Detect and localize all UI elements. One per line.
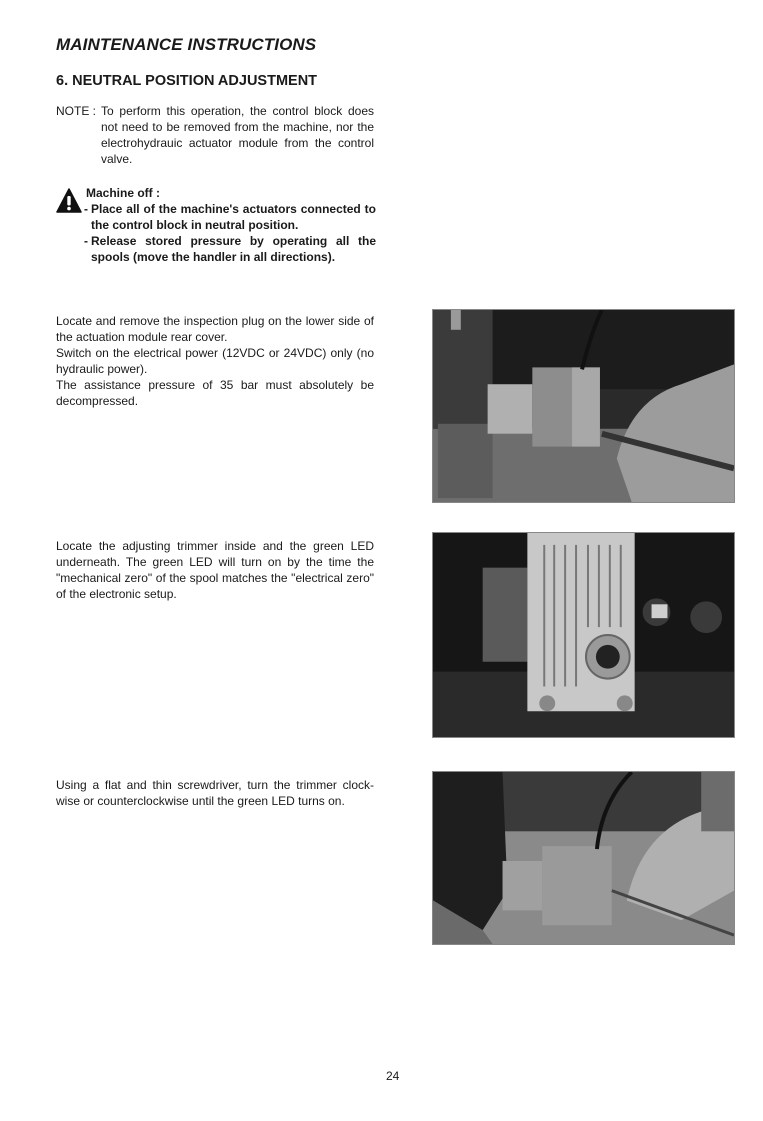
document-title: MAINTENANCE INSTRUCTIONS <box>56 35 317 54</box>
warning-triangle-icon <box>56 188 82 214</box>
warning-item <box>84 233 376 265</box>
note-block <box>56 103 374 167</box>
step-paragraph: Locate and remove the inspection plug on the lower side of the actuation module rear cover. <box>56 314 374 344</box>
photo-adjusting-trimmer <box>432 532 735 738</box>
bullet-dash: - <box>84 234 88 248</box>
step-paragraph: Switch on the electrical power (12VDC or 24VDC) only (no hydraulic power). <box>56 346 374 376</box>
warning-item-text: Place all of the machine's actuators connected to the control block in neutral position. <box>91 202 376 232</box>
page-number: 24 <box>386 1069 400 1083</box>
warning-block <box>56 185 376 265</box>
step-2-text <box>56 538 374 602</box>
step-1-text <box>56 313 374 409</box>
step-paragraph: Locate the adjusting trimmer inside and the green LED underneath. The green LED will turn on by the time the "mechanical zero" of the spool matches the "electrical zero" of the electronic setup. <box>56 539 374 601</box>
photo-remove-inspection-plug <box>432 309 735 503</box>
warning-heading: Machine off : <box>86 186 160 200</box>
note-label: NOTE : <box>56 104 97 118</box>
bullet-dash: - <box>84 202 88 216</box>
step-3-text <box>56 777 374 809</box>
section-title: 6. NEUTRAL POSITION ADJUSTMENT <box>56 73 318 89</box>
note-text: To perform this operation, the control block does not need to be removed from the machine, nor the electrohydrauic actuator module from the control valve. <box>101 104 374 166</box>
photo-turn-trimmer <box>432 771 735 945</box>
warning-item-text: Release stored pressure by operating all the spools (move the handler in all directions). <box>91 234 376 264</box>
step-paragraph: The assistance pressure of 35 bar must absolutely be decompressed. <box>56 378 374 408</box>
warning-item <box>84 201 376 233</box>
step-paragraph: Using a flat and thin screwdriver, turn the trimmer clock-wise or counterclockwise until the green LED turns on. <box>56 778 374 808</box>
